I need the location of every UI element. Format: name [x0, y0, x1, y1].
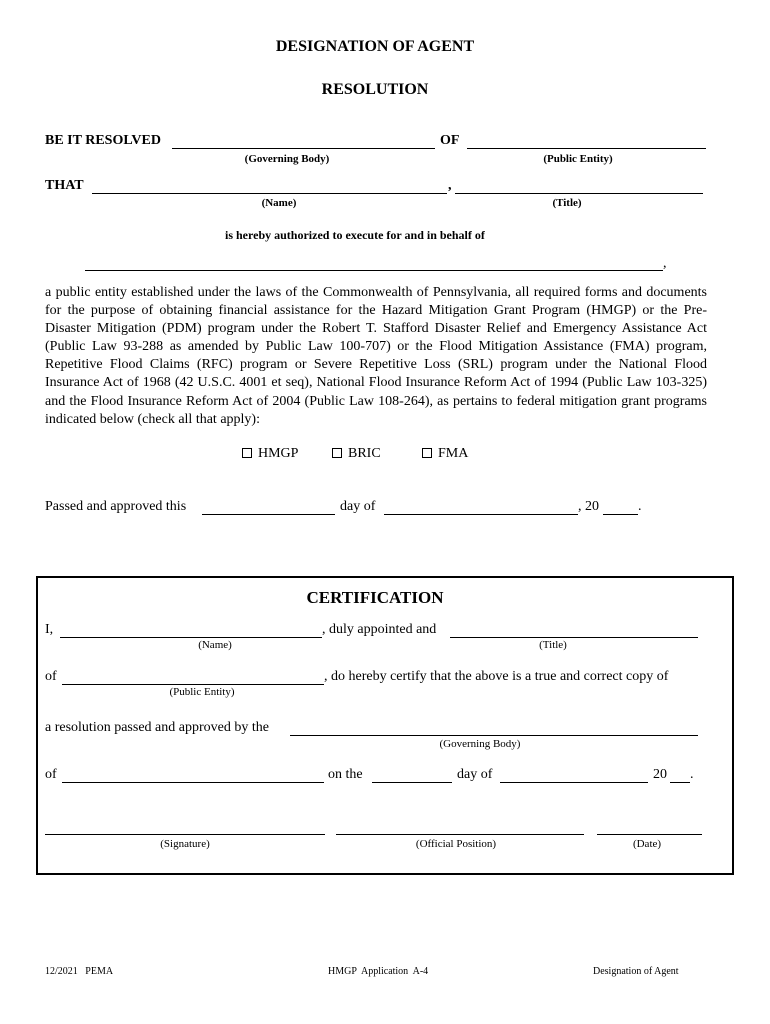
passed-day-of-label: day of: [340, 499, 376, 514]
checkbox-hmgp[interactable]: [242, 446, 298, 462]
checkbox-fma-label: FMA: [438, 446, 469, 461]
official-position-caption: (Official Position): [415, 838, 497, 850]
cert-resolution-passed-label: a resolution passed and approved by the: [45, 720, 269, 735]
signature-caption: (Signature): [160, 838, 210, 850]
cert-year-field[interactable]: [670, 782, 690, 783]
cert-year-prefix: 20: [653, 767, 667, 782]
cert-duly-appointed-label: , duly appointed and: [322, 622, 437, 637]
cert-title-field[interactable]: [450, 637, 698, 638]
of-label: OF: [440, 133, 460, 148]
name-caption: (Name): [261, 197, 297, 209]
document-subtitle: RESOLUTION: [321, 81, 429, 98]
passed-year-field[interactable]: [603, 514, 638, 515]
be-it-resolved-label: BE IT RESOLVED: [45, 133, 161, 148]
cert-public-entity-field[interactable]: [62, 684, 324, 685]
official-position-field[interactable]: [336, 834, 584, 835]
checkbox-square-icon[interactable]: [242, 448, 252, 458]
public-entity-caption: (Public Entity): [543, 153, 613, 165]
cert-of-label: of: [45, 669, 57, 684]
passed-month-field[interactable]: [384, 514, 578, 515]
document-title: DESIGNATION OF AGENT: [275, 38, 475, 55]
footer-left: 12/2021 PEMA: [45, 966, 114, 977]
governing-body-field[interactable]: [172, 148, 435, 149]
cert-title-caption: (Title): [539, 639, 567, 651]
cert-name-field[interactable]: [60, 637, 322, 638]
title-caption: (Title): [552, 197, 582, 209]
cert-on-the-label: on the: [328, 767, 363, 782]
footer-center: HMGP Application A-4: [328, 966, 429, 977]
agent-name-field[interactable]: [92, 193, 447, 194]
checkbox-hmgp-label: HMGP: [258, 446, 299, 461]
name-title-comma: ,: [448, 178, 452, 193]
cert-public-entity-caption: (Public Entity): [169, 686, 235, 698]
governing-body-caption: (Governing Body): [244, 153, 330, 165]
passed-approved-label: Passed and approved this: [45, 499, 187, 514]
authorized-text: is hereby authorized to execute for and in behalf of: [225, 228, 485, 242]
footer-right: Designation of Agent: [593, 966, 679, 977]
date-field[interactable]: [597, 834, 702, 835]
checkbox-square-icon[interactable]: [332, 448, 342, 458]
passed-year-prefix: , 20: [578, 499, 599, 514]
public-entity-field[interactable]: [467, 148, 706, 149]
cert-entity2-field[interactable]: [62, 782, 324, 783]
passed-year-suffix: .: [638, 499, 642, 514]
cert-day-of-label: day of: [457, 767, 493, 782]
certification-title: CERTIFICATION: [306, 588, 444, 607]
agent-title-field[interactable]: [455, 193, 703, 194]
cert-certify-text: , do hereby certify that the above is a true and correct copy of: [324, 669, 669, 684]
passed-day-field[interactable]: [202, 514, 335, 515]
entity-comma: ,: [663, 256, 667, 271]
cert-of2-label: of: [45, 767, 57, 782]
cert-name-caption: (Name): [198, 639, 232, 651]
checkbox-bric[interactable]: [332, 446, 381, 462]
date-caption: (Date): [632, 838, 662, 850]
cert-i-label: I,: [45, 622, 54, 637]
resolution-paragraph: a public entity established under the laws of the Commonwealth of Pennsylvania, all required forms and documents for the purpose of obtaining financial assistance for the Hazard Mitigation Grant Program (HMGP) or the Pre-Disaster Mitigation (PDM) program under the Robert T. Stafford Disaster Relief and Emergency Assistance Act (Public Law 93-288 as amended by Public Law 100-707) or the Flood Mitigation Assistance (FMA) program, Repetitive Flood Claims (RFC) program or Severe Repetitive Loss (SRL) program under the National Flood Insurance Act of 1968 (42 U.S.C. 4001 et seq), National Flood Insurance Reform Act of 1994 (Public Law 103-325) and the Flood Insurance Reform Act of 2004 (Public Law 108-264), as pertains to federal mitigation grant programs indicated below (check all that apply):: [45, 285, 707, 427]
cert-day-field[interactable]: [372, 782, 452, 783]
checkbox-fma[interactable]: [422, 446, 468, 462]
cert-governing-body-caption: (Governing Body): [439, 738, 521, 750]
checkbox-bric-label: BRIC: [348, 446, 381, 461]
signature-field[interactable]: [45, 834, 325, 835]
entity-field[interactable]: [85, 270, 663, 271]
cert-month-field[interactable]: [500, 782, 648, 783]
cert-year-suffix: .: [690, 767, 694, 782]
checkbox-square-icon[interactable]: [422, 448, 432, 458]
cert-governing-body-field[interactable]: [290, 735, 698, 736]
that-label: THAT: [45, 178, 84, 193]
